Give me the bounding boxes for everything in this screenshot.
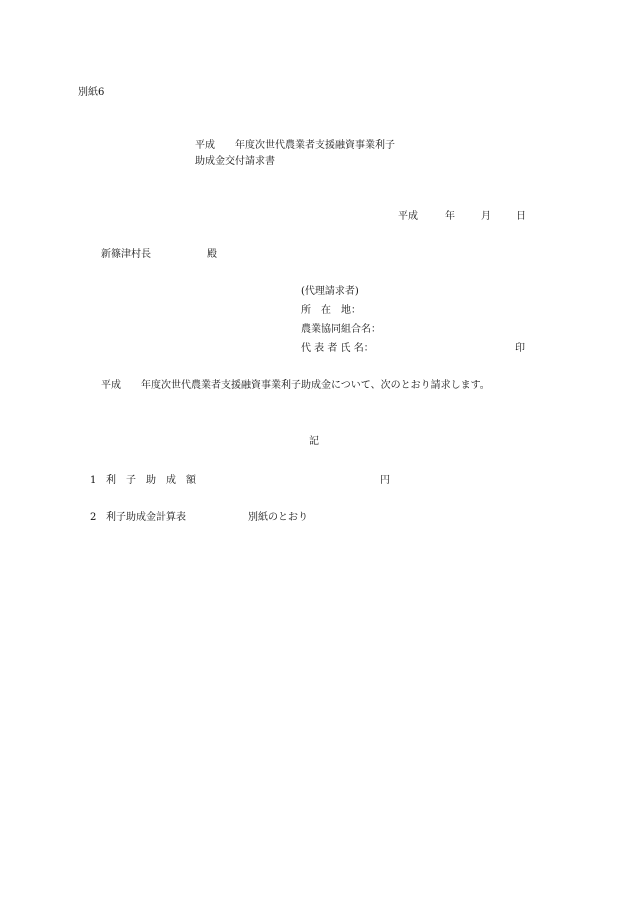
- addressee-honorific: 殿: [207, 249, 217, 260]
- applicant-representative-label: 代 表 者 氏 名：: [301, 343, 374, 354]
- ki-heading: 記: [309, 436, 319, 447]
- date-year-unit: 年: [445, 211, 455, 222]
- request-statement: 平成 年度次世代農業者支援融資事業利子助成金について、次のとおり請求します。: [101, 380, 490, 391]
- title-line-2: 助成金交付請求書: [195, 156, 275, 167]
- applicant-coop-label: 農業協同組合名：: [301, 324, 381, 335]
- item-2-value: 別紙のとおり: [248, 512, 308, 523]
- date-day-unit: 日: [516, 211, 526, 222]
- item-1-number: 1: [90, 475, 97, 486]
- seal-mark: 印: [515, 343, 525, 354]
- applicant-heading: (代理請求者): [301, 286, 359, 297]
- attachment-label: 別紙6: [78, 87, 105, 98]
- title-line-1: 平成 年度次世代農業者支援融資事業利子: [195, 140, 395, 151]
- item-1-label: 利 子 助 成 額: [106, 475, 196, 486]
- item-2-label: 利子助成金計算表: [106, 512, 186, 523]
- item-2-number: 2: [90, 512, 97, 523]
- date-era: 平成: [398, 211, 418, 222]
- applicant-address-label: 所 在 地：: [301, 305, 361, 316]
- item-1-value: 円: [380, 475, 390, 486]
- addressee-name: 新篠津村長: [101, 249, 151, 260]
- date-month-unit: 月: [481, 211, 491, 222]
